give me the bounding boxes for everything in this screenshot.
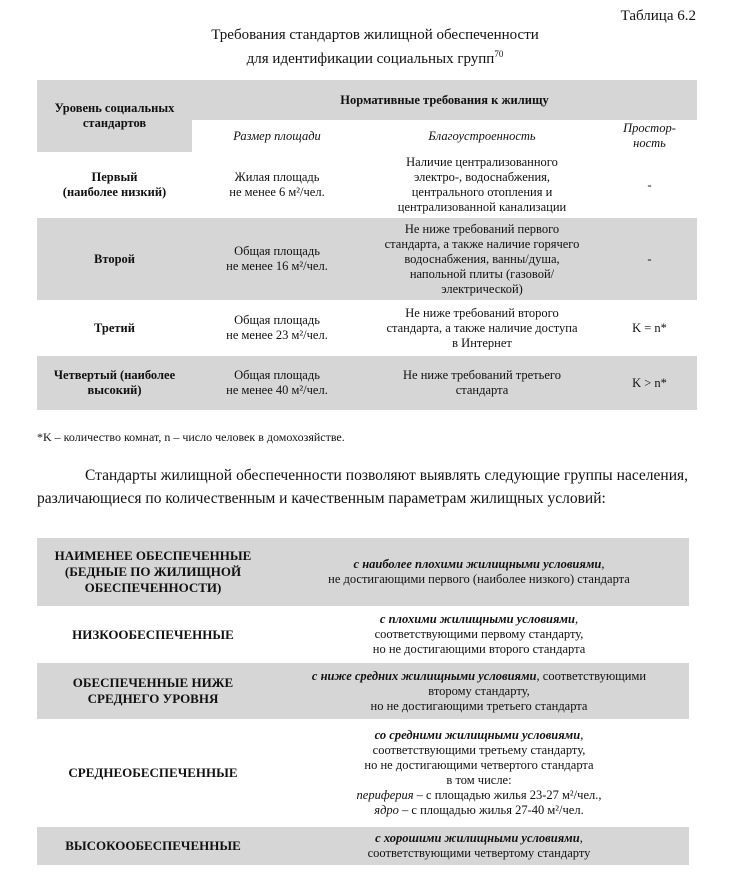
- group-desc-cell: [269, 827, 689, 865]
- group-desc-cell: [269, 538, 689, 606]
- header-level: Уровень социальных стандартов: [37, 80, 192, 152]
- amenities-line: Не ниже требований третьего: [403, 368, 561, 382]
- emphasis-text: со средними жилищными условиями: [374, 728, 581, 742]
- desc-text: в том числе:: [446, 773, 512, 787]
- desc-text: соответствующими третьему стандарту,: [372, 743, 586, 757]
- group-desc-line: [275, 743, 683, 758]
- level-line: Первый: [91, 170, 138, 184]
- amenities-line: централизованной канализации: [397, 200, 567, 214]
- group-row: [37, 610, 689, 659]
- emphasis-text: с хорошими жилищными условиями: [375, 831, 580, 845]
- emphasis-text: с плохими жилищными условиями: [379, 612, 575, 626]
- area-line: Общая площадь: [234, 368, 320, 382]
- group-desc-line: [275, 557, 683, 572]
- desc-text: но не достигающими третьего стандарта: [370, 698, 588, 713]
- amenities-line: центрального отопления и: [411, 185, 553, 199]
- group-row: [37, 723, 689, 823]
- group-desc-line: [275, 699, 683, 714]
- group-row: [37, 827, 689, 865]
- area-line: не менее 23 м²/чел.: [226, 328, 328, 342]
- desc-text: но не достигающими четвертого стандарта: [364, 758, 594, 772]
- amenities-line: Наличие централизованного: [406, 155, 558, 169]
- level-cell: [37, 300, 192, 356]
- desc-text: ,: [580, 728, 584, 742]
- header-requirements: Нормативные требования к жилищу: [192, 80, 697, 120]
- desc-text: но не достигающими второго стандарта: [372, 642, 586, 656]
- area-line: не менее 16 м²/чел.: [226, 259, 328, 273]
- area-cell: [192, 218, 362, 300]
- space-cell: K = n*: [632, 320, 667, 335]
- group-name-line: ВЫСОКООБЕСПЕЧЕННЫЕ: [65, 838, 241, 853]
- level-cell: [37, 356, 192, 410]
- area-line: Общая площадь: [234, 313, 320, 327]
- group-row: [37, 538, 689, 606]
- group-name-line: (БЕДНЫЕ ПО ЖИЛИЩНОЙ: [64, 564, 242, 579]
- desc-text: – с площадью жилья 23-27 м²/чел.,: [413, 788, 602, 802]
- amenities-line: Не ниже требований первого: [404, 221, 560, 236]
- group-desc-line: [275, 627, 683, 642]
- group-desc-cell: [269, 610, 689, 659]
- subheader-amenities: Благоустроенность: [362, 120, 602, 152]
- group-name-line: ОБЕСПЕЧЕННЫЕ НИЖЕ: [72, 675, 234, 690]
- emphasis-text: с наиболее плохими жилищными условиями: [353, 557, 602, 571]
- caption-line-1: Требования стандартов жилищной обеспеченности: [211, 27, 539, 43]
- group-desc-line: [275, 572, 683, 587]
- intro-paragraph: Стандарты жилищной обеспеченности позволяют выявлять следующие группы населения, различающиеся по количественным и качественным параметрам жилищных условий:: [37, 467, 688, 507]
- area-cell: [192, 356, 362, 410]
- standards-row: [37, 356, 697, 410]
- subheader-space-2: ность: [633, 136, 666, 150]
- level-line: Третий: [94, 320, 135, 335]
- group-name-line: СРЕДНЕГО УРОВНЯ: [87, 691, 219, 706]
- group-desc-line: [275, 846, 683, 861]
- amenities-line: электрической): [441, 281, 523, 296]
- amenities-line: электро-, водоснабжения,: [413, 170, 551, 184]
- caption-line-2-text: для идентификации социальных групп: [246, 51, 495, 67]
- group-desc-cell: [269, 723, 689, 823]
- area-line: не менее 6 м²/чел.: [229, 185, 325, 199]
- amenities-line: в Интернет: [452, 335, 512, 350]
- group-name-cell: [37, 723, 269, 823]
- emphasis-text: с ниже средних жилищными условиями: [311, 668, 537, 683]
- group-desc-line: [275, 803, 683, 818]
- group-name-line: НАИМЕНЕЕ ОБЕСПЕЧЕННЫЕ: [54, 548, 252, 563]
- caption-line-2: [0, 45, 750, 69]
- group-desc-line: [275, 773, 683, 788]
- level-line: Четвертый (наиболее: [53, 368, 176, 382]
- group-desc-line: [275, 612, 683, 627]
- subheader-space-1: Простор-: [623, 121, 676, 135]
- group-name-cell: [37, 663, 269, 719]
- standards-row: [37, 218, 697, 300]
- footnote: *K – количество комнат, n – число человек в домохозяйстве.: [37, 430, 345, 444]
- level-cell: [37, 152, 192, 218]
- area-line: Жилая площадь: [234, 170, 320, 184]
- level-line: (наиболее низкий): [62, 185, 167, 199]
- amenities-line: водоснабжения, ванны/душа,: [404, 251, 560, 266]
- desc-text: соответствующими первому стандарту,: [374, 627, 584, 641]
- desc-text: ,: [574, 612, 579, 626]
- level-cell: [37, 218, 192, 300]
- standards-table: [37, 80, 697, 410]
- amenities-line: стандарта, а также наличие горячего: [384, 236, 580, 251]
- subheader-area: Размер площади: [192, 120, 362, 152]
- level-line: Второй: [94, 251, 135, 266]
- italic-term: периферия: [356, 788, 414, 802]
- group-desc-line: [275, 642, 683, 657]
- area-cell: [192, 152, 362, 218]
- group-name-line: СРЕДНЕОБЕСПЕЧЕННЫЕ: [68, 765, 238, 780]
- desc-text: ,: [579, 831, 583, 845]
- amenities-line: стандарта, а также наличие доступа: [386, 320, 578, 335]
- desc-text: ,: [601, 557, 605, 571]
- group-desc-line: [275, 684, 683, 699]
- desc-text: соответствующими четвертому стандарту: [367, 846, 591, 860]
- amenities-cell: [362, 356, 602, 410]
- group-desc-line: [275, 788, 683, 803]
- level-line: высокий): [87, 383, 142, 397]
- table-caption: [0, 26, 750, 69]
- amenities-cell: [362, 300, 602, 356]
- group-name-line: НИЗКООБЕСПЕЧЕННЫЕ: [72, 626, 234, 642]
- desc-text: – с площадью жилья 27-40 м²/чел.: [398, 803, 584, 817]
- standards-row: [37, 300, 697, 356]
- group-desc-line: [275, 728, 683, 743]
- space-cell: -: [602, 218, 697, 300]
- amenities-line: Не ниже требований второго: [405, 305, 559, 320]
- groups-table: [37, 538, 689, 865]
- desc-text: не достигающими первого (наиболее низкого) стандарта: [328, 572, 630, 586]
- group-name-cell: [37, 827, 269, 865]
- group-name-cell: [37, 610, 269, 659]
- italic-term: ядро: [374, 803, 399, 817]
- group-name-cell: [37, 538, 269, 606]
- amenities-line: стандарта: [455, 383, 509, 397]
- amenities-cell: [362, 152, 602, 218]
- amenities-line: напольной плиты (газовой/: [409, 266, 555, 281]
- table-number: Таблица 6.2: [620, 8, 696, 24]
- footnote-ref: 70: [494, 49, 504, 59]
- group-desc-line: [275, 831, 683, 846]
- amenities-cell: [362, 218, 602, 300]
- space-cell: K > n*: [602, 356, 697, 410]
- subheader-space: [602, 120, 697, 152]
- space-cell: -: [647, 177, 652, 192]
- group-name-line: ОБЕСПЕЧЕННОСТИ): [84, 580, 222, 595]
- group-desc-cell: [269, 663, 689, 719]
- desc-text: второму стандарту,: [428, 683, 530, 698]
- group-desc-line: [275, 669, 683, 684]
- standards-row: [37, 152, 697, 218]
- area-line: Общая площадь: [234, 244, 320, 258]
- desc-text: , соответствующими: [536, 668, 647, 683]
- area-line: не менее 40 м²/чел.: [226, 383, 328, 397]
- group-desc-line: [275, 758, 683, 773]
- group-row: [37, 663, 689, 719]
- area-cell: [192, 300, 362, 356]
